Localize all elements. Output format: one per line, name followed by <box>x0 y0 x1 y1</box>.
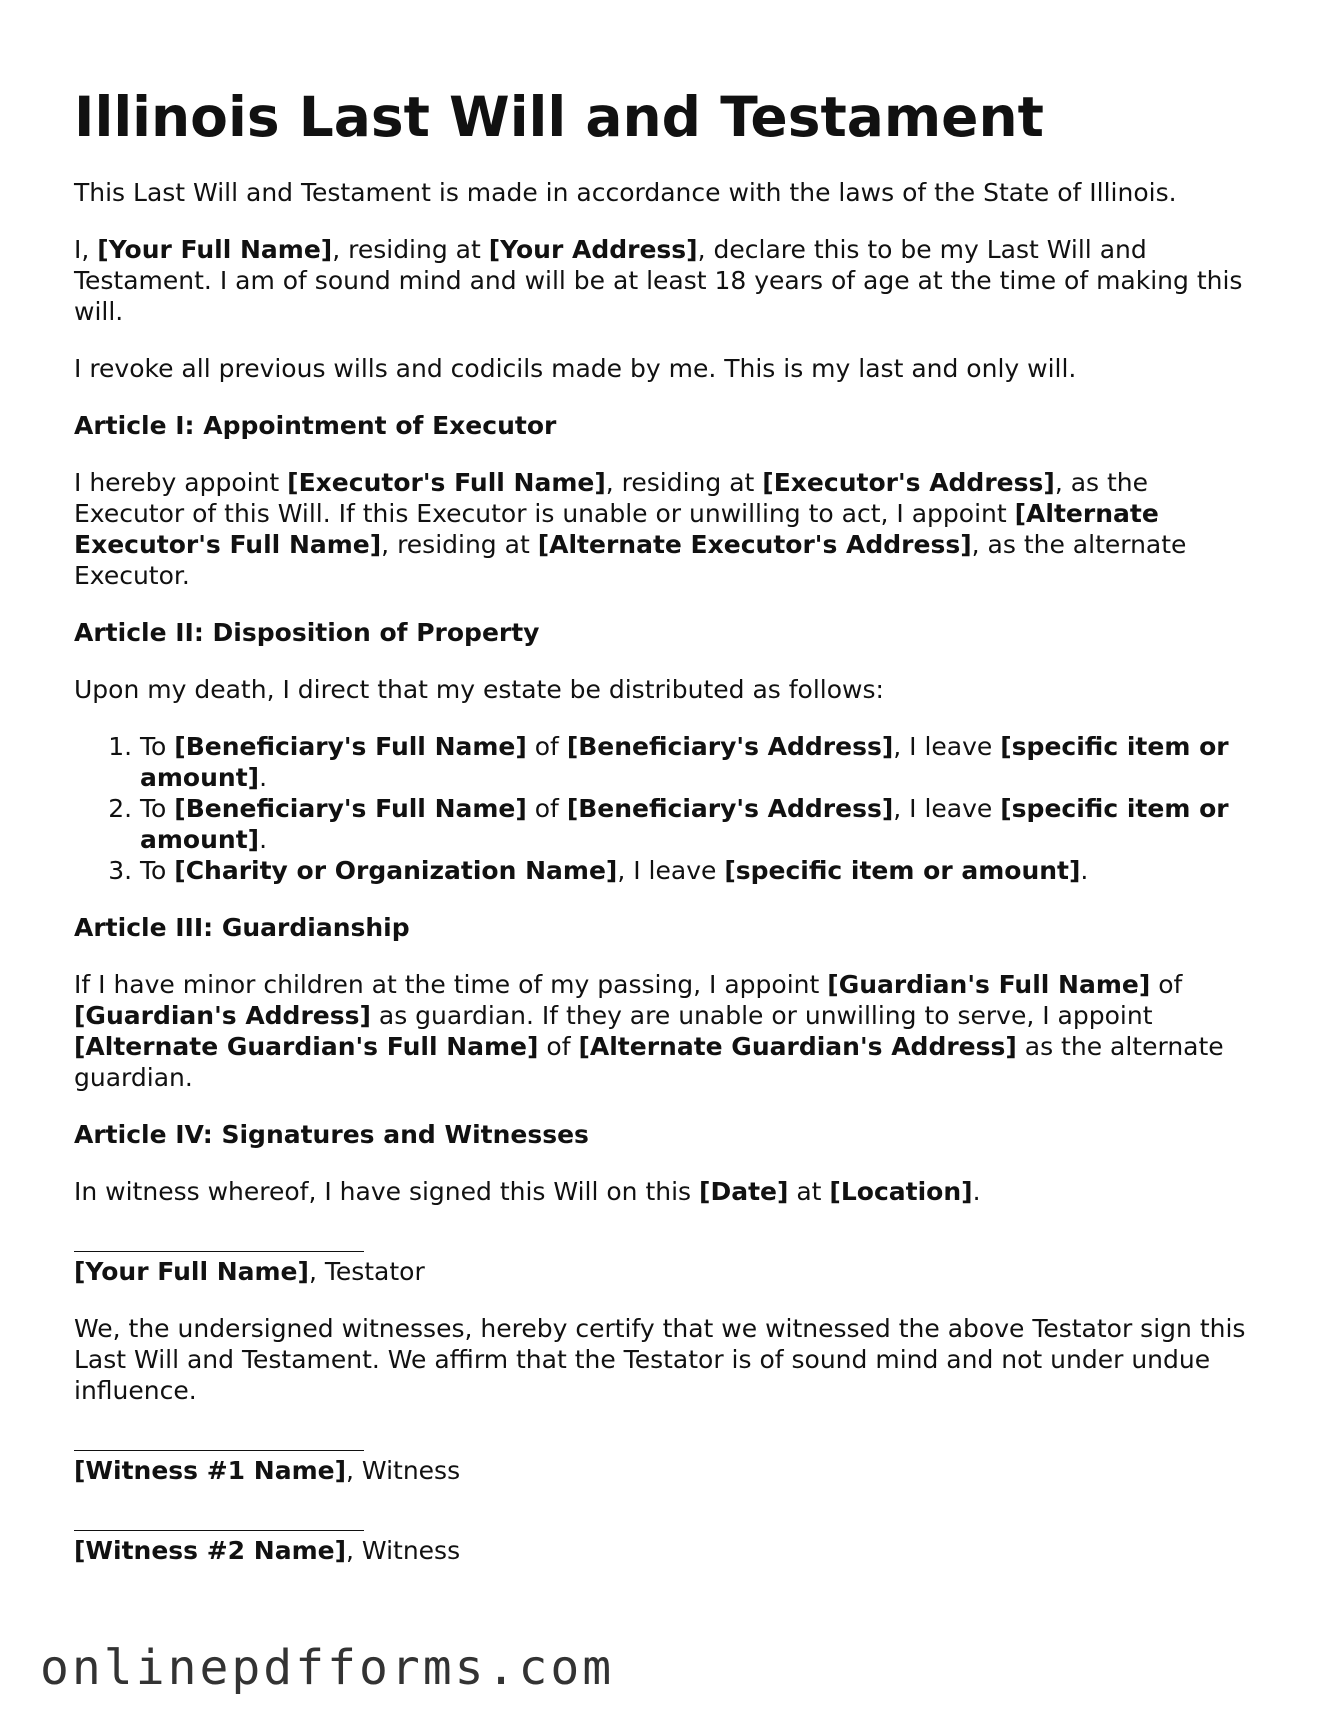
testator-name-placeholder: [Your Full Name] <box>97 235 333 265</box>
article-4-paragraph <box>74 1176 1254 1207</box>
witness-2-signature-block <box>74 1516 1254 1566</box>
document-page <box>74 86 1254 1592</box>
witness-2-name-placeholder: [Witness #2 Name] <box>74 1536 347 1566</box>
declaration-paragraph <box>74 234 1254 327</box>
witness-1-signature-line[interactable] <box>74 1436 364 1451</box>
article-4-text: at <box>788 1177 830 1207</box>
bequest-text: , I leave <box>893 732 1001 762</box>
watermark: onlinepdfforms.com <box>40 1640 615 1696</box>
bequest-text: of <box>526 794 567 824</box>
alternate-guardian-address-placeholder: [Alternate Guardian's Address] <box>578 1032 1017 1062</box>
article-3-text: as guardian. If they are unable or unwilling to serve, I appoint <box>370 1001 1153 1031</box>
revocation-paragraph: I revoke all previous wills and codicils made by me. This is my last and only will. <box>74 354 1077 384</box>
bequest-text: . <box>1080 856 1089 886</box>
signature-role: , Testator <box>308 1257 425 1287</box>
beneficiary-address-placeholder: [Beneficiary's Address] <box>566 732 894 762</box>
bequest-text: To <box>140 856 175 886</box>
witness-1-signature-label <box>74 1455 1254 1486</box>
declaration-text: , declare this to be my Last Will and Testament. I am of sound mind and will be at least 18 years of age at the time of making this will. <box>74 235 1243 327</box>
list-item <box>140 731 1254 793</box>
guardian-address-placeholder: [Guardian's Address] <box>74 1001 371 1031</box>
executor-name-placeholder: [Executor's Full Name] <box>287 468 606 498</box>
bequest-text: . <box>259 763 268 793</box>
article-3-text: of <box>1150 970 1183 1000</box>
bequest-text: , I leave <box>617 856 725 886</box>
article-1-paragraph <box>74 467 1254 591</box>
testator-signature-label <box>74 1256 1254 1287</box>
article-4-heading: Article IV: Signatures and Witnesses <box>74 1120 589 1150</box>
executor-address-placeholder: [Executor's Address] <box>762 468 1055 498</box>
bequest-text: of <box>526 732 567 762</box>
article-1-text: , residing at <box>381 530 538 560</box>
declaration-text: I, <box>74 235 98 265</box>
alternate-executor-name-placeholder: [Alternate Executor's Full Name] <box>74 499 1159 560</box>
signature-role: , Witness <box>346 1536 461 1566</box>
article-3-text: If I have minor children at the time of my passing, I appoint <box>74 970 828 1000</box>
article-1-text: , as the alternate Executor. <box>74 530 1187 591</box>
list-item <box>140 793 1254 855</box>
bequest-text: To <box>140 732 175 762</box>
testator-address-placeholder: [Your Address] <box>488 235 698 265</box>
testator-name-placeholder: [Your Full Name] <box>74 1257 309 1287</box>
article-3-text: of <box>538 1032 579 1062</box>
alternate-executor-address-placeholder: [Alternate Executor's Address] <box>537 530 972 560</box>
witness-1-signature-block <box>74 1436 1254 1486</box>
article-4-text: In witness whereof, I have signed this Will on this <box>74 1177 700 1207</box>
witness-2-signature-line[interactable] <box>74 1516 364 1531</box>
testator-signature-line[interactable] <box>74 1237 364 1252</box>
gift-placeholder: [specific item or amount] <box>140 732 1229 793</box>
charity-name-placeholder: [Charity or Organization Name] <box>174 856 618 886</box>
intro-paragraph: This Last Will and Testament is made in accordance with the laws of the State of Illinois. <box>74 178 1177 208</box>
bequest-text: , I leave <box>893 794 1001 824</box>
article-1-text: , as the Executor of this Will. If this Executor is unable or unwilling to act, I appoint <box>74 468 1149 529</box>
witness-1-name-placeholder: [Witness #1 Name] <box>74 1456 347 1486</box>
bequest-text: . <box>259 825 268 855</box>
page-title: Illinois Last Will and Testament <box>74 85 1044 149</box>
testator-signature-block <box>74 1237 1254 1287</box>
article-1-heading: Article I: Appointment of Executor <box>74 411 557 441</box>
gift-placeholder: [specific item or amount] <box>724 856 1081 886</box>
witness-statement: We, the undersigned witnesses, hereby certify that we witnessed the above Testator sign this Last Will and Testament. We affirm that the Testator is of sound mind and not under undue influence. <box>74 1314 1246 1406</box>
article-1-text: I hereby appoint <box>74 468 288 498</box>
bequest-list <box>74 731 1254 886</box>
date-placeholder: [Date] <box>699 1177 789 1207</box>
article-1-text: , residing at <box>605 468 763 498</box>
guardian-name-placeholder: [Guardian's Full Name] <box>827 970 1151 1000</box>
declaration-text: , residing at <box>332 235 489 265</box>
article-2-heading: Article II: Disposition of Property <box>74 618 540 648</box>
article-4-text: . <box>972 1177 981 1207</box>
article-2-intro: Upon my death, I direct that my estate be distributed as follows: <box>74 675 884 705</box>
article-3-paragraph <box>74 969 1254 1093</box>
bequest-text: To <box>140 794 175 824</box>
beneficiary-address-placeholder: [Beneficiary's Address] <box>566 794 894 824</box>
beneficiary-name-placeholder: [Beneficiary's Full Name] <box>174 794 527 824</box>
beneficiary-name-placeholder: [Beneficiary's Full Name] <box>174 732 527 762</box>
article-3-text: as the alternate guardian. <box>74 1032 1224 1093</box>
gift-placeholder: [specific item or amount] <box>140 794 1229 855</box>
location-placeholder: [Location] <box>829 1177 973 1207</box>
alternate-guardian-name-placeholder: [Alternate Guardian's Full Name] <box>74 1032 539 1062</box>
list-item <box>140 855 1254 886</box>
witness-2-signature-label <box>74 1535 1254 1566</box>
signature-role: , Witness <box>346 1456 461 1486</box>
article-3-heading: Article III: Guardianship <box>74 913 410 943</box>
